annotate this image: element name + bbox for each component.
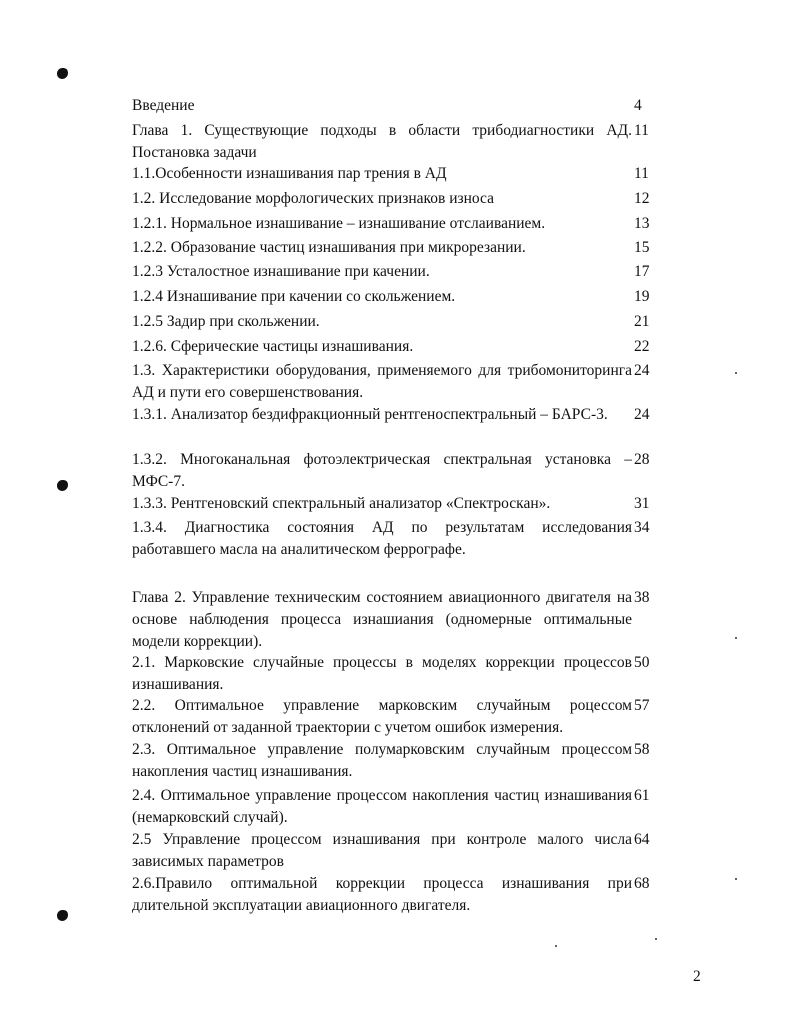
toc-entry-page: 28 bbox=[634, 451, 650, 468]
toc-entry-title: 1.3.1. Анализатор бездифракционный рентгеноспектральный – БАРС-3. bbox=[132, 406, 608, 423]
toc-entry-page: 68 bbox=[634, 875, 650, 892]
page-number: 2 bbox=[693, 968, 701, 985]
scan-speck bbox=[735, 372, 737, 374]
toc-entry-page: 11 bbox=[634, 165, 649, 182]
toc-entry-title: 1.3.2. Многоканальная фотоэлектрическая спектральная установка – МФС-7. bbox=[132, 451, 632, 490]
toc-entry-title: 1.3. Характеристики оборудования, применяемого для трибомониторинга АД и пути его совершенствования. bbox=[132, 362, 632, 401]
toc-entry-page: 13 bbox=[634, 215, 650, 232]
toc-entry-title: 2.1. Марковские случайные процессы в моделях коррекции процессов изнашивания. bbox=[132, 654, 632, 693]
toc-entry-page: 57 bbox=[634, 697, 650, 714]
toc-entry-page: 22 bbox=[634, 338, 650, 355]
toc-entry-title: 1.3.3. Рентгеновский спектральный анализатор «Спектроскан». bbox=[132, 495, 551, 512]
scan-speck bbox=[735, 878, 737, 880]
toc-entry-page: 4 bbox=[634, 97, 642, 114]
toc-entry-title: Глава 1. Существующие подходы в области трибодиагностики АД. Постановка задачи bbox=[132, 122, 632, 161]
toc-entry-page: 24 bbox=[634, 406, 650, 423]
toc-entry-page: 58 bbox=[634, 741, 650, 758]
toc-entry-title: 1.1.Особенности изнашивания пар трения в АД bbox=[132, 165, 447, 182]
scan-speck bbox=[655, 938, 657, 940]
toc-entry-title: 1.2.3 Усталостное изнашивание при качении. bbox=[132, 263, 430, 280]
toc-entry-title: 1.2.1. Нормальное изнашивание – изнашивание отслаиванием. bbox=[132, 215, 546, 232]
toc-entry-page: 31 bbox=[634, 495, 650, 512]
toc-entry-page: 11 bbox=[634, 122, 649, 139]
toc-entry-title: 1.2.5 Задир при скольжении. bbox=[132, 313, 320, 330]
toc-entry-page: 64 bbox=[634, 831, 650, 848]
toc-entry-page: 38 bbox=[634, 589, 650, 606]
toc-entry-page: 15 bbox=[634, 239, 650, 256]
toc-entry-page: 50 bbox=[634, 654, 650, 671]
scan-speck bbox=[555, 945, 557, 947]
scan-speck bbox=[735, 637, 737, 639]
toc-entry-page: 61 bbox=[634, 787, 650, 804]
toc-entry-title: 2.6.Правило оптимальной коррекции процесса изнашивания при длительной эксплуатации авиационного двигателя. bbox=[132, 875, 632, 914]
toc-entry-page: 24 bbox=[634, 362, 650, 379]
toc-entry-page: 21 bbox=[634, 313, 650, 330]
toc-entry-page: 17 bbox=[634, 263, 650, 280]
toc-entry-page: 12 bbox=[634, 190, 650, 207]
toc-entry-title: 2.5 Управление процессом изнашивания при контроле малого числа зависимых параметров bbox=[132, 831, 632, 870]
toc-entry-title: 1.2.2. Образование частиц изнашивания при микрорезании. bbox=[132, 239, 526, 256]
toc-entry-title: 1.2.4 Изнашивание при качении со скольжением. bbox=[132, 288, 456, 305]
toc-entry-title: 1.2.6. Сферические частицы изнашивания. bbox=[132, 338, 414, 355]
toc-entry-title: 2.2. Оптимальное управление марковским случайным роцессом отклонений от заданной траектории с учетом ошибок измерения. bbox=[132, 697, 632, 736]
toc-entry-title: 2.4. Оптимальное управление процессом накопления частиц изнашивания (немарковский случай). bbox=[132, 787, 632, 826]
toc-entry-page: 34 bbox=[634, 519, 650, 536]
toc-entry-title: 1.3.4. Диагностика состояния АД по результатам исследования работавшего масла на аналитическом феррографе. bbox=[132, 519, 632, 558]
toc-entry-title: Глава 2. Управление техническим состоянием авиационного двигателя на основе наблюдения процесса изнашиания (одномерные оптимальные модели коррекции). bbox=[132, 589, 632, 650]
toc-entry-title: 1.2. Исследование морфологических признаков износа bbox=[132, 190, 495, 207]
toc-entry-title: 2.3. Оптимальное управление полумарковским случайным процессом накопления частиц изнашивания. bbox=[132, 741, 632, 780]
toc-entry-title: Введение bbox=[132, 97, 195, 114]
toc-entry-page: 19 bbox=[634, 288, 650, 305]
